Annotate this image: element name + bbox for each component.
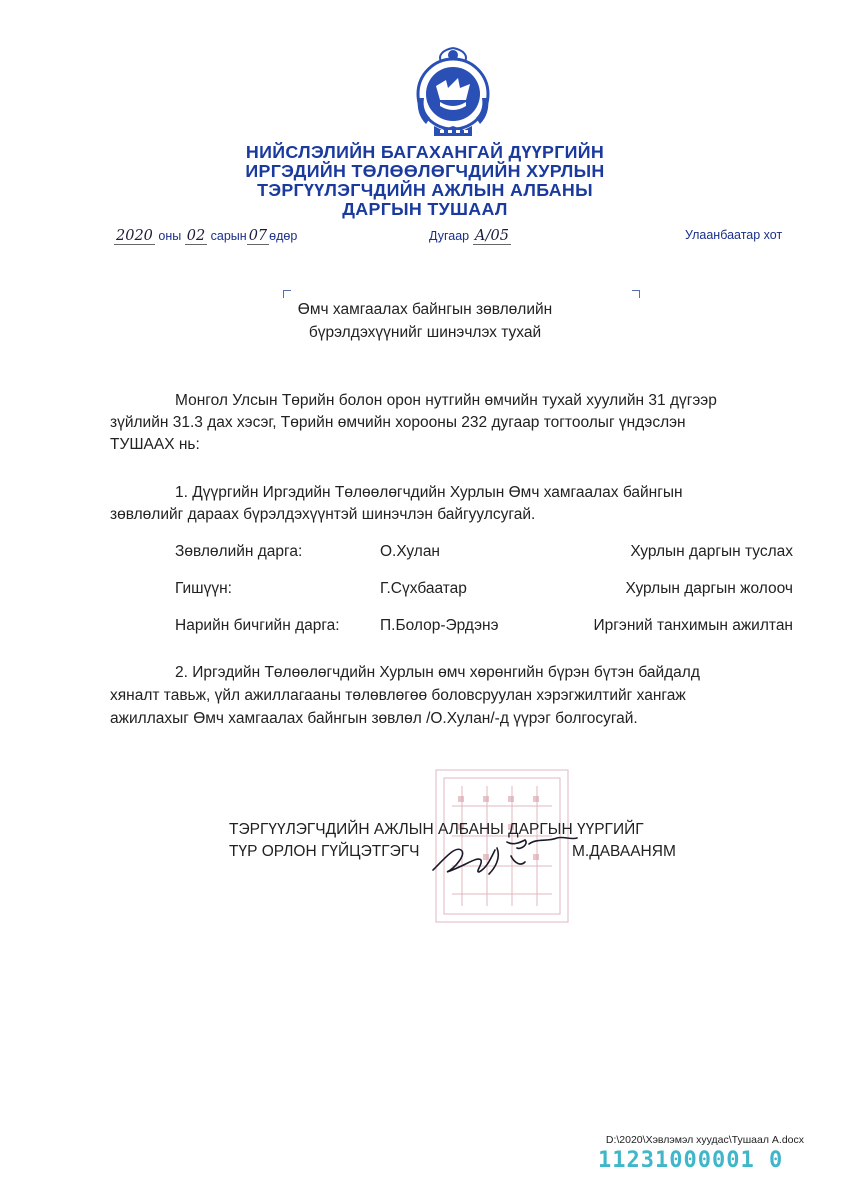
document-number: А/05 <box>474 228 509 244</box>
header-line-3: ТЭРГҮҮЛЭГЧДИЙН АЖЛЫН АЛБАНЫ <box>257 180 593 200</box>
intro-line-3: ТУШААХ нь: <box>110 436 200 453</box>
number-line <box>429 228 511 245</box>
header-line-4: ДАРГЫН ТУШААЛ <box>342 199 508 219</box>
member-position: Хурлын даргын жолооч <box>625 580 793 597</box>
serial-number: 11231000001 0 <box>598 1148 784 1173</box>
file-path: D:\2020\Хэвлэмэл хуудас\Тушаал А.docx <box>605 1134 804 1146</box>
date-year: 2020 <box>116 228 153 244</box>
member-role: Гишүүн: <box>175 580 232 597</box>
item1-line-2: зөвлөлийг дараах бүрэлдэхүүнтэй шинэчлэн байгуулсугай. <box>110 506 536 523</box>
number-label: Дугаар <box>429 229 470 243</box>
signatory-name: М.ДАВААНЯМ <box>572 843 676 860</box>
item2-line-3: ажиллахыг Өмч хамгаалах байнгын зөвлөл /О.Хулан/-д үүрэг болгосугай. <box>110 710 638 727</box>
mongolia-state-emblem-icon <box>412 44 494 138</box>
member-role: Нарийн бичгийн дарга: <box>175 617 340 634</box>
member-name: П.Болор-Эрдэнэ <box>380 617 499 634</box>
item2-line-2: хяналт тавьж, үйл ажиллагааны төлөвлөгөө боловсруулан хэрэгжилтийг хангаж <box>110 687 686 704</box>
date-day-suffix: өдөр <box>269 229 298 243</box>
member-row <box>175 543 793 565</box>
member-row <box>175 617 793 639</box>
intro-line-2: зүйлийн 31.3 дах хэсэг, Төрийн өмчийн хорооны 232 дугаар тогтоолыг үндэслэн <box>110 414 686 431</box>
member-role: Зөвлөлийн дарга: <box>175 543 303 560</box>
city: Улаанбаатар хот <box>685 228 783 242</box>
member-name: О.Хулан <box>380 543 440 560</box>
subject-line-2: бүрэлдэхүүнийг шинэчлэх тухай <box>308 324 542 341</box>
subject-corner-left <box>283 290 291 298</box>
date-year-suffix: оны <box>158 229 182 243</box>
member-position: Иргэний танхимын ажилтан <box>593 617 793 634</box>
signatory-title-line-2: ТҮР ОРЛОН ГҮЙЦЭТГЭГЧ <box>229 843 420 860</box>
date-month: 02 <box>186 228 206 244</box>
subject-corner-right <box>632 290 640 298</box>
date-line <box>114 228 297 245</box>
intro-line-1: Монгол Улсын Төрийн болон орон нутгийн өмчийн тухай хуулийн 31 дүгээр <box>175 392 717 409</box>
header-line-2: ИРГЭДИЙН ТӨЛӨӨЛӨГЧДИЙН ХУРЛЫН <box>245 161 605 181</box>
signatory-title-line-1: ТЭРГҮҮЛЭГЧДИЙН АЖЛЫН АЛБАНЫ ДАРГЫН ҮҮРГИЙГ <box>229 821 644 838</box>
date-day: 07 <box>248 228 268 244</box>
item1-line-1: 1. Дүүргийн Иргэдийн Төлөөлөгчдийн Хурлын Өмч хамгаалах байнгын <box>175 484 683 501</box>
member-row <box>175 580 793 602</box>
header-line-1: НИЙСЛЭЛИЙН БАГАХАНГАЙ ДҮҮРГИЙН <box>245 142 605 162</box>
member-position: Хурлын даргын туслах <box>630 543 793 560</box>
member-name: Г.Сүхбаатар <box>380 580 467 597</box>
subject-line-1: Өмч хамгаалах байнгын зөвлөлийн <box>297 301 553 318</box>
date-month-suffix: сарын <box>210 229 247 243</box>
item2-line-1: 2. Иргэдийн Төлөөлөгчдийн Хурлын өмч хөрөнгийн бүрэн бүтэн байдалд <box>175 664 700 681</box>
handwritten-signature-icon <box>425 828 585 878</box>
